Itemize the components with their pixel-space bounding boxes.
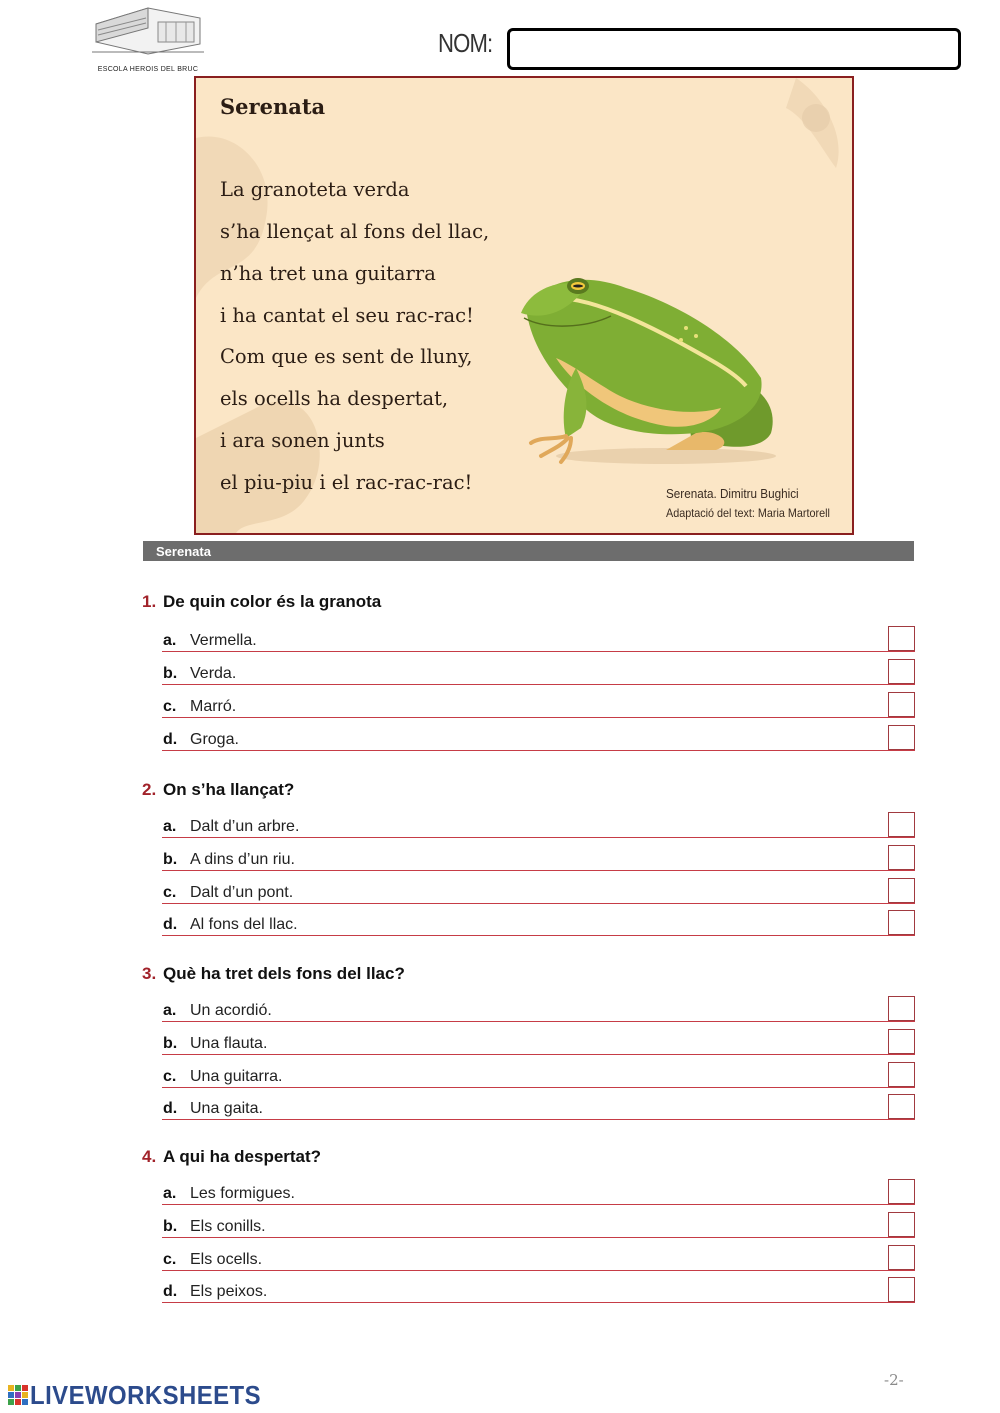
poem-line: i ara sonen junts: [220, 429, 385, 452]
poem-line: Com que es sent de lluny,: [220, 345, 473, 368]
option-letter: d.: [163, 916, 178, 933]
answer-checkbox[interactable]: [888, 1212, 915, 1237]
option-text: Dalt d’un arbre.: [190, 818, 300, 835]
option-text: Els peixos.: [190, 1283, 268, 1300]
option-text: Una gaita.: [190, 1100, 263, 1117]
question-number: 2.: [142, 780, 157, 799]
option-text: Groga.: [190, 731, 239, 748]
poem-credit-author: Serenata. Dimitru Bughici: [666, 486, 799, 501]
option-letter: a.: [163, 818, 177, 835]
school-building-icon: [88, 4, 208, 64]
poem-card: [194, 76, 854, 535]
answer-checkbox[interactable]: [888, 1029, 915, 1054]
liveworksheets-logo-icon: [8, 1385, 30, 1407]
option-letter: b.: [163, 1218, 178, 1235]
answer-checkbox[interactable]: [888, 812, 915, 837]
option-letter: d.: [163, 1283, 178, 1300]
answer-option: [162, 994, 915, 1022]
option-letter: a.: [163, 1002, 177, 1019]
answer-checkbox[interactable]: [888, 1094, 915, 1119]
option-letter: b.: [163, 851, 178, 868]
option-text: Al fons del llac.: [190, 916, 298, 933]
poem-credit-adaptation: Adaptació del text: Maria Martorell: [666, 506, 830, 520]
option-text: Les formigues.: [190, 1185, 295, 1202]
answer-checkbox[interactable]: [888, 659, 915, 684]
answer-option: [162, 723, 915, 751]
answer-option: [162, 1243, 915, 1271]
question-text: De quin color és la granota: [163, 592, 382, 611]
answer-checkbox[interactable]: [888, 1277, 915, 1302]
option-text: Una flauta.: [190, 1035, 268, 1052]
frog-illustration-icon: [516, 268, 786, 468]
option-letter: c.: [163, 1068, 177, 1085]
answer-checkbox[interactable]: [888, 910, 915, 935]
answer-option: [162, 1092, 915, 1120]
option-text: Vermella.: [190, 632, 257, 649]
school-name: ESCOLA HEROIS DEL BRUC: [97, 66, 199, 73]
name-label: NOM:: [438, 28, 493, 58]
question-text: A qui ha despertat?: [163, 1147, 322, 1166]
answer-option: [162, 1177, 915, 1205]
liveworksheets-brand[interactable]: LIVEWORKSHEETS: [30, 1380, 262, 1410]
option-letter: a.: [163, 632, 177, 649]
option-letter: d.: [163, 731, 178, 748]
answer-checkbox[interactable]: [888, 1179, 915, 1204]
answer-checkbox[interactable]: [888, 1245, 915, 1270]
option-text: Marró.: [190, 698, 237, 715]
answer-option: [162, 876, 915, 904]
section-header: [143, 541, 914, 561]
option-text: Verda.: [190, 665, 237, 682]
name-input[interactable]: [507, 28, 961, 70]
option-letter: b.: [163, 1035, 178, 1052]
section-title: Serenata: [156, 544, 211, 559]
answer-option: [162, 908, 915, 936]
option-letter: c.: [163, 884, 177, 901]
poem-line: n’ha tret una guitarra: [220, 262, 436, 285]
answer-option: [162, 1060, 915, 1088]
poem-line: i ha cantat el seu rac-rac!: [220, 304, 474, 327]
option-letter: c.: [163, 698, 177, 715]
answer-option: [162, 843, 915, 871]
answer-checkbox[interactable]: [888, 1062, 915, 1087]
option-text: Un acordió.: [190, 1002, 272, 1019]
option-text: Els conills.: [190, 1218, 266, 1235]
question-number: 3.: [142, 964, 157, 983]
option-text: Una guitarra.: [190, 1068, 283, 1085]
option-letter: d.: [163, 1100, 178, 1117]
poem-line: els ocells ha despertat,: [220, 387, 449, 410]
answer-option: [162, 1027, 915, 1055]
school-logo: [88, 4, 208, 76]
question-number: 4.: [142, 1147, 157, 1166]
answer-checkbox[interactable]: [888, 996, 915, 1021]
question-text: Què ha tret dels fons del llac?: [163, 964, 405, 983]
answer-option: [162, 624, 915, 652]
page-number: -2-: [884, 1371, 904, 1389]
answer-option: [162, 690, 915, 718]
poem-title: Serenata: [220, 94, 326, 119]
answer-option: [162, 1210, 915, 1238]
answer-option: [162, 657, 915, 685]
answer-checkbox[interactable]: [888, 878, 915, 903]
answer-checkbox[interactable]: [888, 845, 915, 870]
answer-option: [162, 810, 915, 838]
option-letter: c.: [163, 1251, 177, 1268]
poem-line: s’ha llençat al fons del llac,: [220, 220, 490, 243]
poem-line: el piu-piu i el rac-rac-rac!: [220, 471, 473, 494]
question-number: 1.: [142, 592, 157, 611]
poem-line: La granoteta verda: [220, 178, 410, 201]
option-text: A dins d’un riu.: [190, 851, 295, 868]
question-text: On s’ha llançat?: [163, 780, 295, 799]
answer-checkbox[interactable]: [888, 725, 915, 750]
answer-checkbox[interactable]: [888, 626, 915, 651]
answer-checkbox[interactable]: [888, 692, 915, 717]
option-letter: b.: [163, 665, 178, 682]
option-letter: a.: [163, 1185, 177, 1202]
answer-option: [162, 1275, 915, 1303]
option-text: Els ocells.: [190, 1251, 263, 1268]
option-text: Dalt d’un pont.: [190, 884, 294, 901]
